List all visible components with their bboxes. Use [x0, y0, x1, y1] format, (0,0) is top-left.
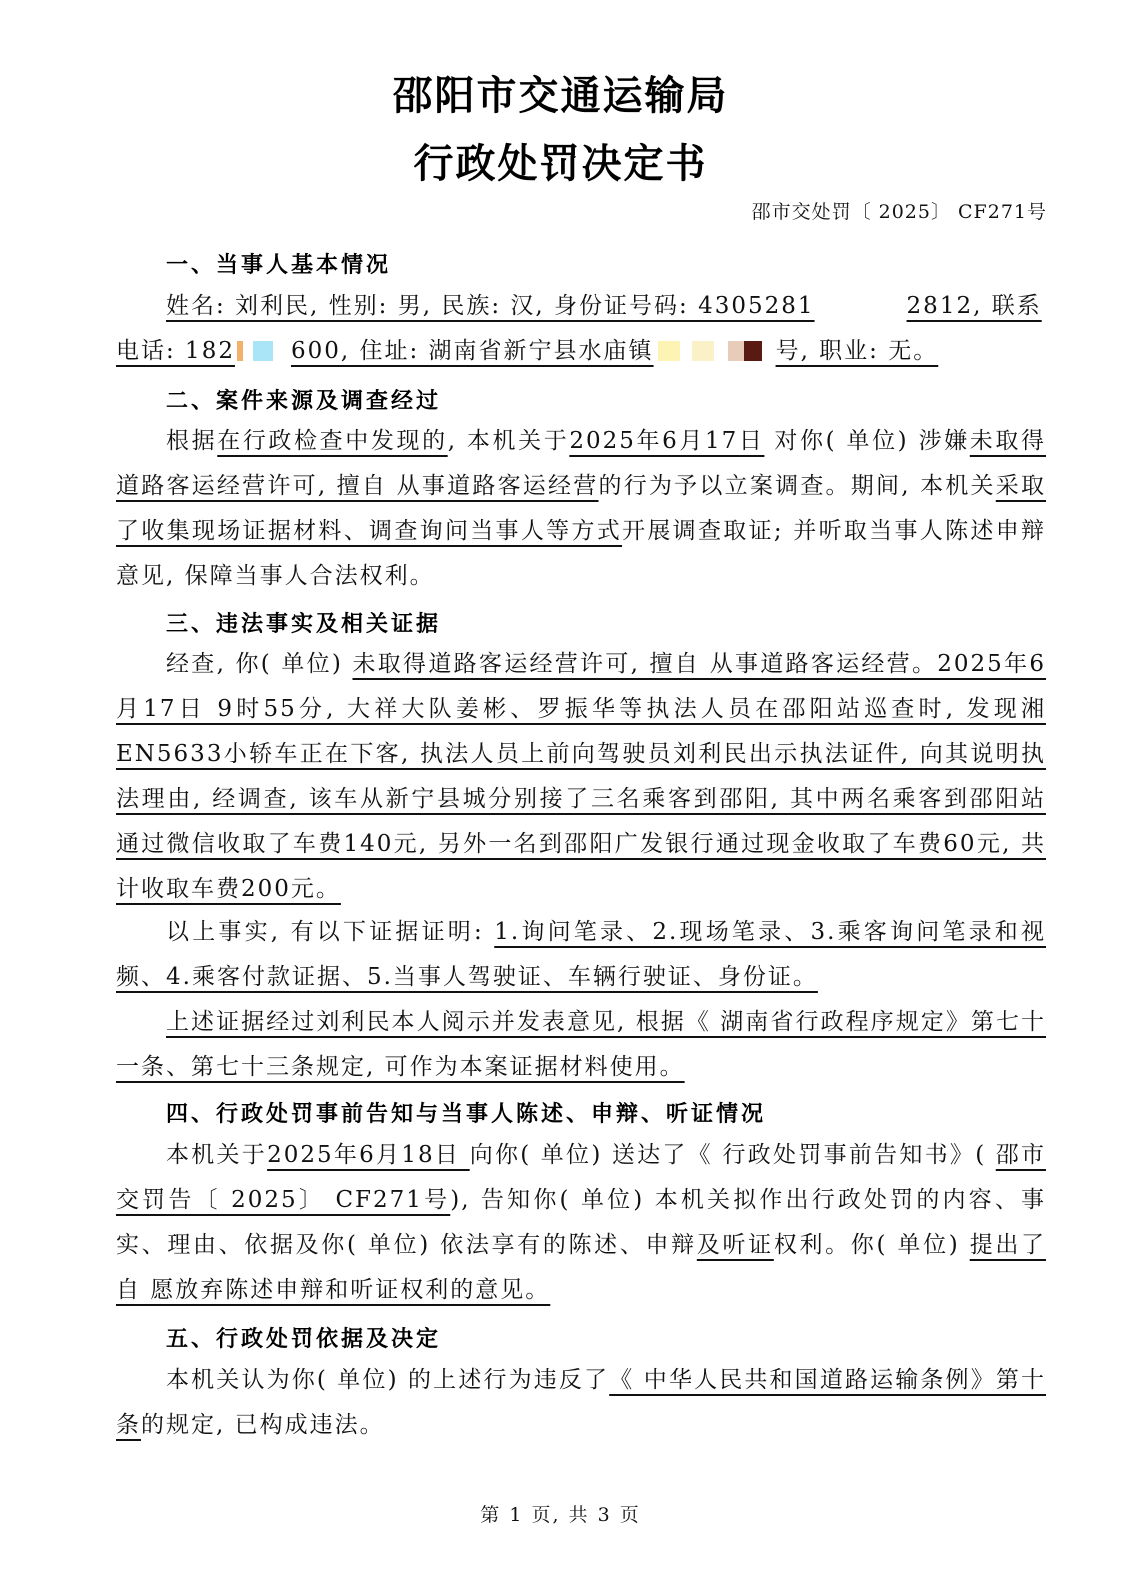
- case-source-text: , 本机关于: [447, 428, 570, 454]
- document-type-title: 行政处罚决定书: [413, 141, 708, 187]
- hearing-right: 及听证: [696, 1232, 774, 1258]
- case-source-text: 的行为予以立案调查。期间, 本机关: [598, 473, 996, 499]
- party-info-text-c: 电话: 182: [116, 338, 235, 364]
- suspected-violation: 未取得道路客运经营许可, 擅自 从事道路客运经营: [116, 428, 1047, 499]
- notice-text: ), 告知你( 单位) 本机关拟作出行政处罚的内容、事实、理由、依据及你( 单位) 依法享有的陈述、申辩: [116, 1187, 1046, 1258]
- document-number: 邵市交处罚〔 2025〕 CF271号: [751, 201, 1047, 223]
- notice-document-number: 邵市交罚告〔 2025〕 CF271号: [116, 1142, 1047, 1213]
- redaction-mark: [744, 341, 762, 361]
- redaction-mark: [692, 341, 714, 361]
- case-source-text: 根据: [166, 428, 218, 454]
- facts-text: 经查, 你( 单位): [166, 651, 353, 677]
- notice-text: 向你( 单位) 送达了《 行政处罚事前告知书》(: [469, 1142, 996, 1168]
- section-heading-notice-hearing: 四、行政处罚事前告知与当事人陈述、申辩、听证情况: [166, 1102, 767, 1127]
- section-heading-case-source: 二、案件来源及调查经过: [166, 389, 442, 414]
- evidence-review: 上述证据经过刘利民本人阅示并发表意见, 根据《 湖南省行政程序规定》第七十一条、第七十三条规定, 可作为本案证据材料使用。: [116, 1009, 1046, 1080]
- redaction-mark: [253, 341, 273, 361]
- facts-paragraph: [116, 642, 1046, 912]
- page-number: 第 1 页, 共 3 页: [480, 1504, 641, 1526]
- issuing-authority-title: 邵阳市交通运输局: [392, 73, 729, 119]
- party-info-text-e: 号, 职业: 无。: [775, 338, 939, 364]
- party-info-text-b: 2812, 联系: [906, 293, 1042, 319]
- redaction-mark: [237, 341, 243, 361]
- party-info-line2: [116, 329, 938, 374]
- case-source-text: 对你( 单位) 涉嫌: [764, 428, 970, 454]
- notice-paragraph: [116, 1133, 1046, 1313]
- redaction-mark: [728, 341, 744, 361]
- section-heading-party-info: 一、当事人基本情况: [166, 253, 392, 278]
- case-filing-date: 2025年6月17日: [569, 428, 765, 454]
- party-info-text-a: 姓名: 刘利民, 性别: 男, 民族: 汉, 身份证号码: 4305281: [166, 293, 815, 319]
- violation-facts: 未取得道路客运经营许可, 擅自 从事道路客运经营。2025年6月17日 9时55分, 大祥大队姜彬、罗振华等执法人员在邵阳站巡查时, 发现湘EN5633小轿车正在下客, 执法人员上前向驾驶员刘利民出示执法证件, 向其说明执法理由, 经调查, 该车从新宁县城分别接了三名乘客到邵阳, 其中两名乘客到邵阳站通过微信收取了车费140元, 另外一名到邵阳广发银行通过现金收取了车费60元, 共计收取车费200元。: [116, 651, 1046, 902]
- evidence-paragraph: [116, 910, 1046, 1000]
- party-info-paragraph: [116, 284, 1046, 374]
- basis-paragraph: [116, 1358, 1046, 1448]
- evidence-intro: 以上事实, 有以下证据证明:: [166, 919, 495, 945]
- evidence-list: 1.询问笔录、2.现场笔录、3.乘客询问笔录和视频、4.乘客付款证据、5.当事人驾驶证、车辆行驶证、身份证。: [116, 919, 1046, 990]
- notice-text: 权利。你( 单位): [773, 1232, 970, 1258]
- legal-basis: 《 中华人民共和国道路运输条例》第十条: [116, 1367, 1046, 1438]
- section-heading-basis-decision: 五、行政处罚依据及决定: [166, 1327, 442, 1352]
- basis-text: 的规定, 已构成违法。: [141, 1412, 385, 1438]
- section-heading-facts-evidence: 三、违法事实及相关证据: [166, 612, 442, 637]
- case-source-origin: 在行政检查中发现的: [217, 428, 448, 454]
- investigation-methods: 采取了收集现场证据材料、调查询问当事人等方式: [116, 473, 1047, 544]
- waiver-statement: 提出了自 愿放弃陈述申辩和听证权利的意见。: [116, 1232, 1047, 1303]
- notice-date: 2025年6月18日: [267, 1142, 470, 1168]
- basis-text: 本机关认为你( 单位) 的上述行为违反了: [166, 1367, 610, 1393]
- evidence-review-paragraph: [116, 1000, 1046, 1090]
- case-source-text: 开展调查取证; 并听取当事人陈述申辩意见, 保障当事人合法权利。: [116, 518, 1046, 589]
- notice-text: 本机关于: [166, 1142, 268, 1168]
- case-source-paragraph: [116, 419, 1046, 599]
- party-info-text-d: 600, 住址: 湖南省新宁县水庙镇: [290, 338, 654, 364]
- redaction-mark: [658, 341, 680, 361]
